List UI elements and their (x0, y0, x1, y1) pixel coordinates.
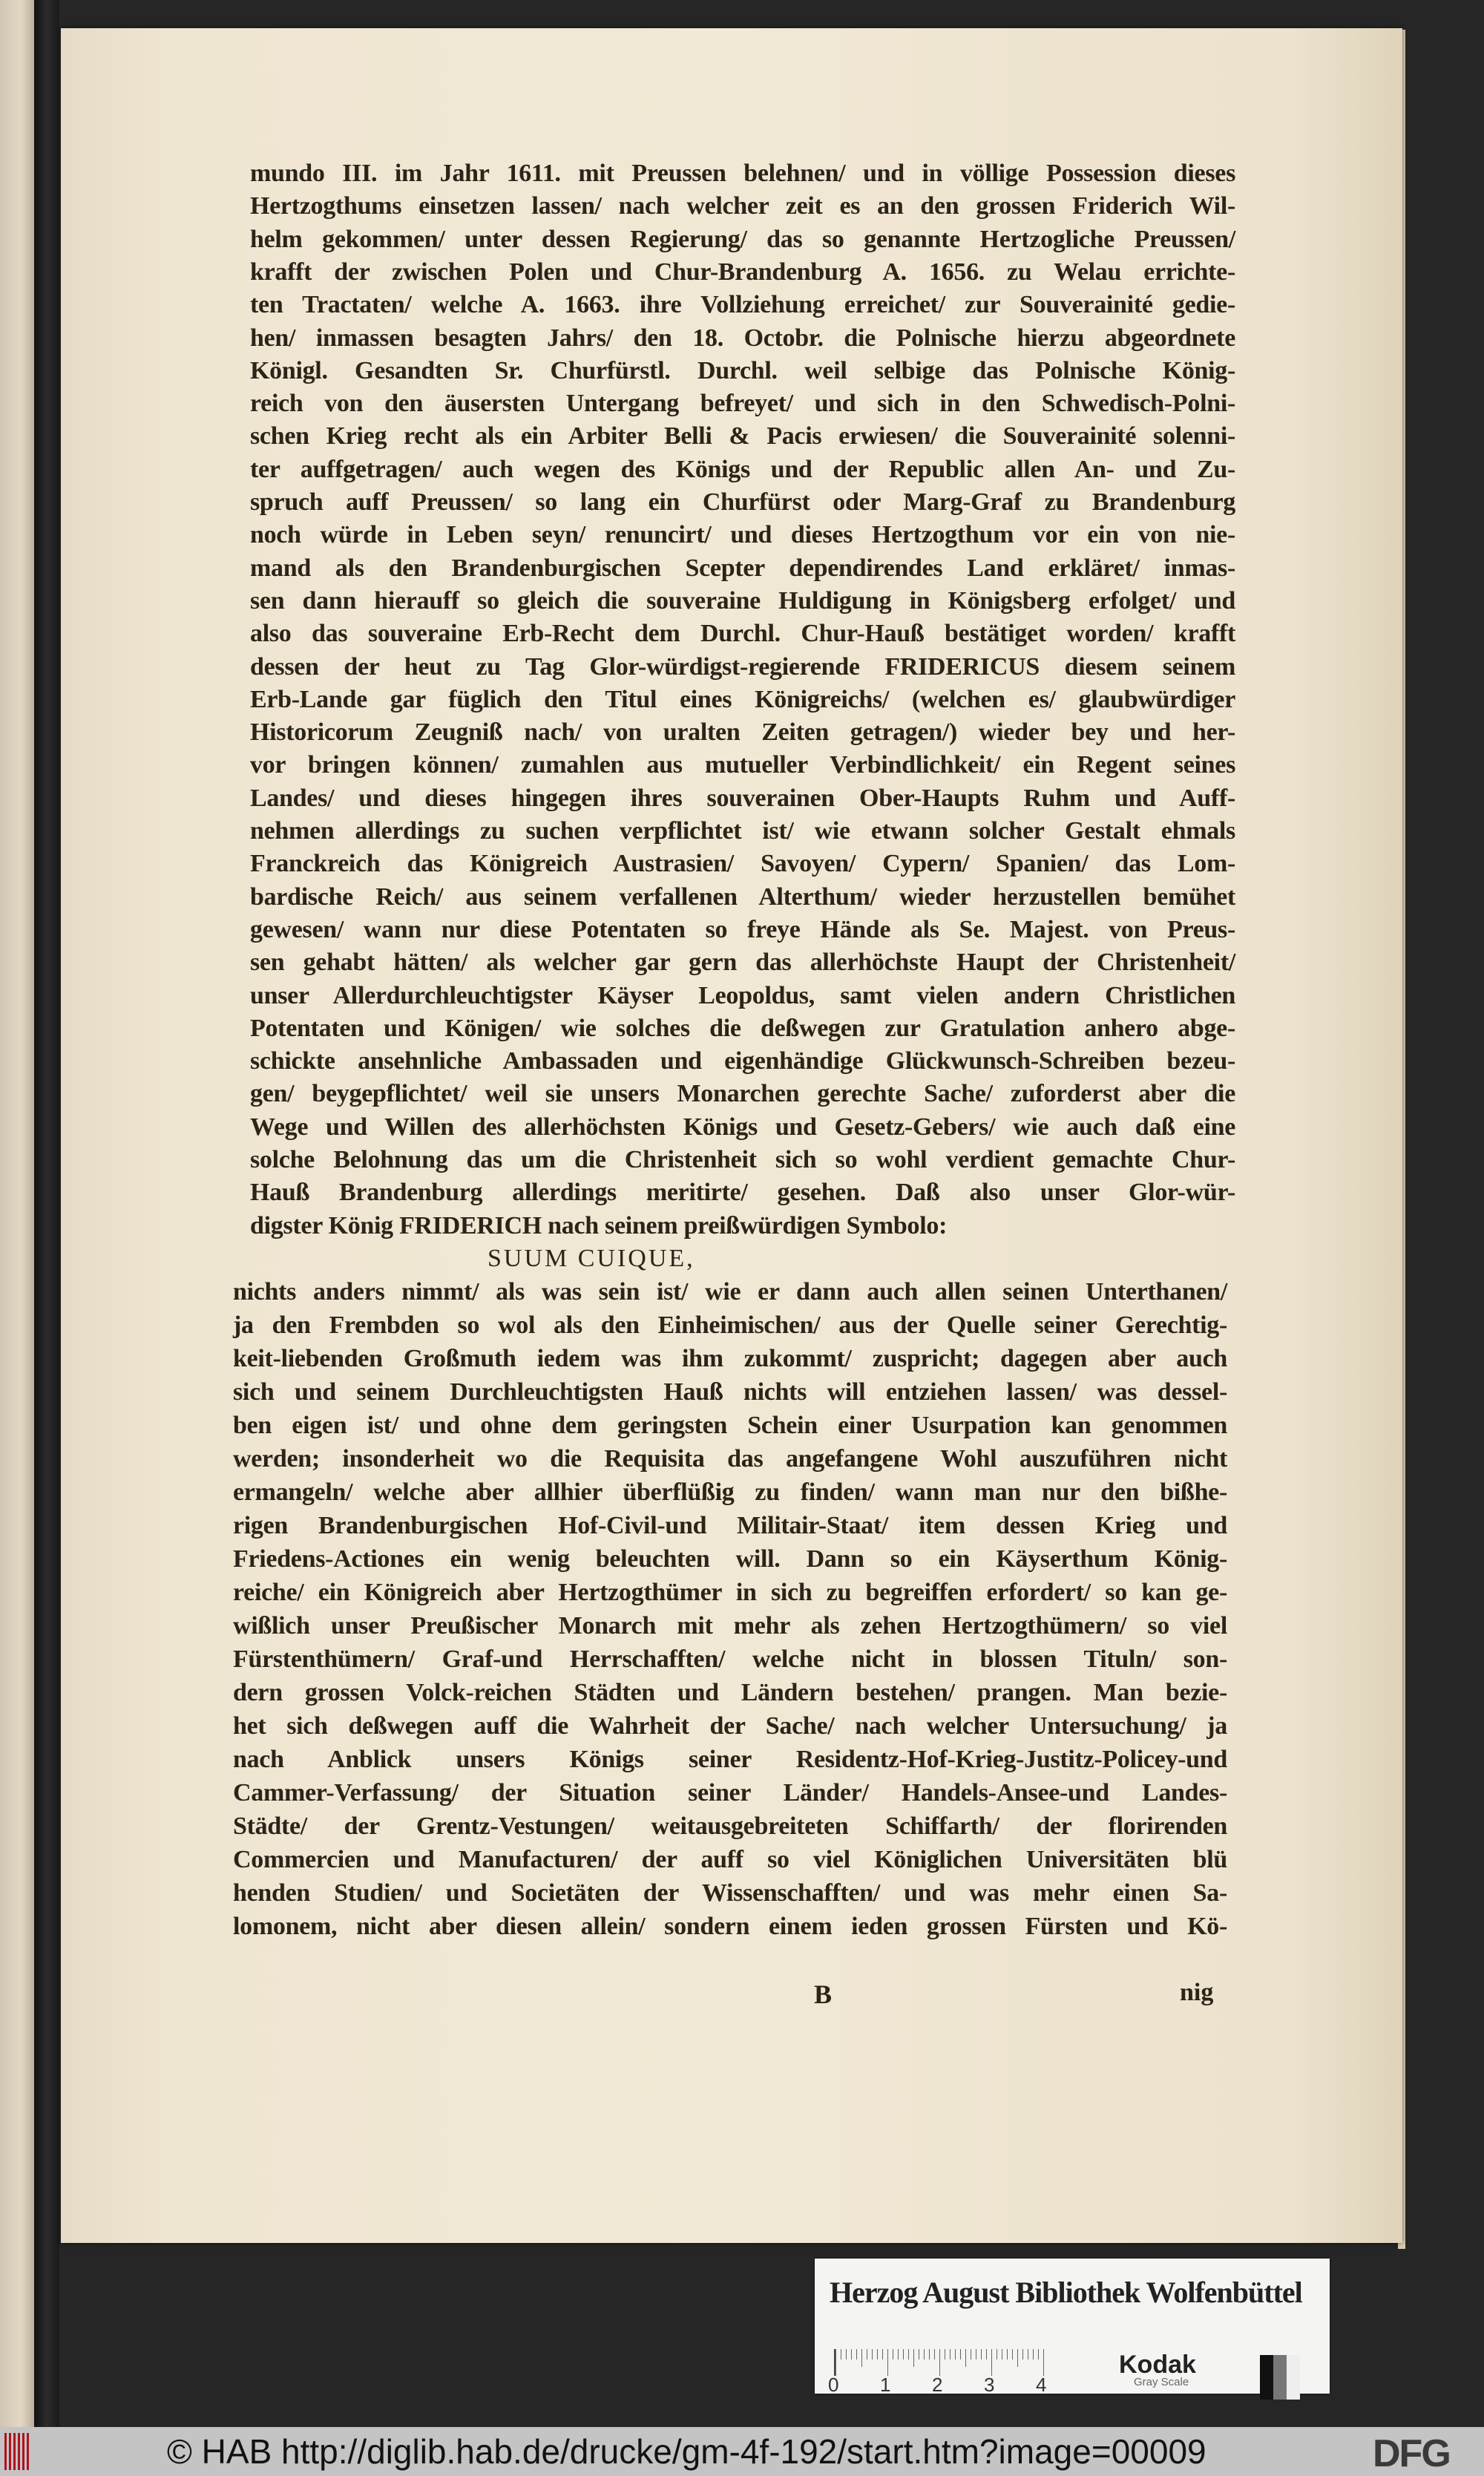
text-line: dessen der heut zu Tag Glor-würdigst-regierende FRIDERICUS diesem seinem (250, 652, 1235, 681)
text-line: nehmen allerdings zu suchen verpflichtet ist/ wie etwann solcher Gestalt ehmals (250, 817, 1235, 845)
text-line: Friedens-Actiones ein wenig beleuchten will. Dann so ein Käyserthum König- (233, 1545, 1227, 1573)
text-line: ben eigen ist/ und ohne dem geringsten Schein einer Usurpation kan genommen (233, 1411, 1227, 1439)
text-line: henden Studien/ und Societäten der Wissenschafften/ und was mehr einen Sa- (233, 1879, 1227, 1907)
text-line: het sich deßwegen auff die Wahrheit der Sache/ nach welcher Untersuchung/ ja (233, 1712, 1227, 1740)
ruler-tick (1007, 2349, 1008, 2359)
dfg-logo: DFG (1373, 2432, 1450, 2475)
text-line: hen/ inmassen besagten Jahrs/ den 18. Octobr. die Polnische hierzu abgeordnete (250, 324, 1235, 352)
book-spine (34, 0, 59, 2427)
ruler-tick (965, 2349, 966, 2367)
ruler-tick (1038, 2349, 1039, 2359)
ruler-number: 1 (880, 2374, 891, 2396)
ruler-number: 0 (828, 2374, 839, 2396)
ruler-number: 2 (932, 2374, 943, 2396)
ruler-tick (913, 2349, 914, 2367)
text-line: spruch auff Preussen/ so lang ein Churfürst oder Marg-Graf zu Brandenburg (250, 488, 1235, 516)
ruler-scale (834, 2349, 1043, 2376)
ruler-tick (908, 2349, 909, 2359)
ruler-tick (950, 2349, 951, 2359)
text-line: helm gekommen/ unter dessen Regierung/ das so genannte Hertzogliche Preussen/ (250, 225, 1235, 253)
text-line: unser Allerdurchleuchtigster Käyser Leopoldus, samt vielen andern Christlichen (250, 981, 1235, 1009)
signature-mark: B (814, 1979, 833, 2009)
text-line: dern grossen Volck-reichen Städten und Ländern bestehen/ prangen. Man bezie- (233, 1678, 1227, 1706)
kodak-logo: Kodak (1119, 2351, 1196, 2379)
ruler-tick (1033, 2349, 1034, 2359)
ruler-tick (929, 2349, 930, 2359)
ruler-tick (903, 2349, 904, 2359)
text-line: reich von den äusersten Untergang befreyet/ und sich in den Schwedisch-Polni- (250, 390, 1235, 418)
ruler-tick (882, 2349, 883, 2359)
text-line: Königl. Gesandten Sr. Churfürstl. Durchl. weil selbige das Polnische König- (250, 356, 1235, 384)
ruler-tick (856, 2349, 857, 2359)
ruler-tick (1017, 2349, 1018, 2367)
ruler-tick (877, 2349, 878, 2359)
ruler-tick (898, 2349, 899, 2359)
color-reference-card (815, 2259, 1330, 2394)
text-line: ja den Frembden so wol als den Einheimischen/ aus der Quelle seiner Gerechtig- (233, 1311, 1227, 1339)
ruler-tick (851, 2349, 852, 2359)
text-line: ermangeln/ welche aber allhier überflüßig zu finden/ wann man nur den bißhe- (233, 1478, 1227, 1506)
text-line: Historicorum Zeugniß nach/ von uralten Zeiten getragen/) wieder bey und her- (250, 718, 1235, 747)
footer-bar (0, 2427, 1484, 2476)
ruler-tick (872, 2349, 873, 2359)
card-title: Herzog August Bibliothek Wolfenbüttel (830, 2276, 1302, 2309)
footer-citation-link[interactable]: © HAB http://diglib.hab.de/drucke/gm-4f-192/start.htm?image=00009 (167, 2432, 1206, 2471)
text-line: rigen Brandenburgischen Hof-Civil-und Militair-Staat/ item dessen Krieg und (233, 1511, 1227, 1539)
text-line: noch würde in Leben seyn/ renuncirt/ und dieses Hertzogthum vor ein von nie- (250, 521, 1235, 549)
ruler-tick (1043, 2349, 1044, 2376)
text-line: Commercien und Manufacturen/ der auff so viel Königlichen Universitäten blü (233, 1845, 1227, 1873)
catchword: nig (1180, 1979, 1214, 2006)
text-line: ter auffgetragen/ auch wegen des Königs und der Republic allen An- und Zu- (250, 455, 1235, 483)
text-line: mand als den Brandenburgischen Scepter dependirendes Land erkläret/ inmas- (250, 554, 1235, 582)
text-line: Hauß Brandenburg allerdings meritirte/ gesehen. Daß also unser Glor-wür- (250, 1179, 1235, 1207)
gray-scale-label: Gray Scale (1134, 2376, 1189, 2388)
ruler-tick (887, 2349, 888, 2376)
text-line: sen gehabt hätten/ als welcher gar gern das allerhöchste Haupt der Christenheit/ (250, 949, 1235, 977)
text-line: Erb-Lande gar füglich den Titul eines Königreichs/ (welchen es/ glaubwürdiger (250, 685, 1235, 713)
text-line: Landes/ und dieses hingegen ihres souverainen Ober-Haupts Ruhm und Auff- (250, 784, 1235, 812)
text-line: Fürstenthümern/ Graf-und Herrschafften/ welche nicht in blossen Tituln/ son- (233, 1645, 1227, 1673)
text-line: Franckreich das Königreich Austrasien/ Savoyen/ Cypern/ Spanien/ das Lom- (250, 850, 1235, 878)
text-line: sen dann hierauff so gleich die souveraine Huldigung in Königsberg erfolget/ und (250, 586, 1235, 615)
text-line: also das souveraine Erb-Recht dem Durchl. Chur-Hauß bestätiget worden/ krafft (250, 620, 1235, 648)
text-line: nichts anders nimmt/ als was sein ist/ wie er dann auch allen seinen Unterthanen/ (233, 1277, 1227, 1306)
text-line: gewesen/ wann nur diese Potentaten so freye Hände als Se. Majest. von Preus- (250, 915, 1235, 943)
motto-line: SUUM CUIQUE, (487, 1244, 695, 1272)
ruler-tick (981, 2349, 982, 2359)
text-line: gen/ beygepflichtet/ weil sie unsers Monarchen gerechte Sache/ zuforderst aber die (250, 1080, 1235, 1108)
ruler-tick (861, 2349, 862, 2367)
text-line: digster König FRIDERICH nach seinem preißwürdigen Symbolo: (250, 1211, 948, 1239)
ruler-tick (835, 2349, 836, 2376)
scanned-page (61, 28, 1402, 2243)
gray-swatch-black (1260, 2355, 1273, 2400)
ruler-tick (846, 2349, 847, 2359)
text-line: wißlich unser Preußischer Monarch mit mehr als zehen Hertzogthümern/ so viel (233, 1611, 1227, 1640)
text-line: lomonem, nicht aber diesen allein/ sondern einem ieden grossen Fürsten und Kö- (233, 1912, 1227, 1940)
text-line: werden; insonderheit wo die Requisita das angefangene Wohl auszuführen nicht (233, 1444, 1227, 1473)
text-line: reiche/ ein Königreich aber Hertzogthümer in sich zu begreiffen erfordert/ so kan ge- (233, 1578, 1227, 1606)
adjacent-page-edge (0, 0, 34, 2427)
text-line: nach Anblick unsers Königs seiner Residentz-Hof-Krieg-Justitz-Policey-und (233, 1745, 1227, 1773)
ruler-tick (960, 2349, 961, 2359)
ruler-tick (1012, 2349, 1013, 2359)
text-line: mundo III. im Jahr 1611. mit Preussen belehnen/ und in völlige Possession dieses (250, 160, 1235, 187)
text-line: solche Belohnung das um die Christenheit sich so wohl verdient gemachte Chur- (250, 1146, 1235, 1173)
ruler-tick (939, 2349, 940, 2376)
text-line: Potentaten und Königen/ wie solches die deßwegen zur Gratulation anhero abge- (250, 1014, 1235, 1042)
ruler-tick (1022, 2349, 1023, 2359)
text-line: Städte/ der Grentz-Vestungen/ weitausgebreiteten Schiffarth/ der florirenden (233, 1812, 1227, 1840)
text-line: Hertzogthums einsetzen lassen/ nach welcher zeit es an den grossen Friderich Wil- (250, 192, 1235, 220)
text-line: keit-liebenden Großmuth iedem was ihm zukommt/ zuspricht; dagegen aber auch (233, 1344, 1227, 1372)
ruler-tick (986, 2349, 987, 2359)
text-line: schickte ansehnliche Ambassaden und eigenhändige Glückwunsch-Schreiben bezeu- (250, 1047, 1235, 1075)
text-line: schen Krieg recht als ein Arbiter Belli & Pacis erwiesen/ die Souverainité solenni- (250, 422, 1235, 451)
text-line: ten Tractaten/ welche A. 1663. ihre Vollziehung erreichet/ zur Souverainité gedie- (250, 291, 1235, 319)
ruler-tick (991, 2349, 992, 2376)
ruler-number: 4 (1036, 2374, 1047, 2396)
text-line: Wege und Willen des allerhöchsten Königs und Gesetz-Gebers/ wie auch daß eine (250, 1113, 1235, 1141)
ruler-number: 3 (984, 2374, 995, 2396)
gray-swatch-white (1287, 2355, 1300, 2400)
text-line: bardische Reich/ aus seinem verfallenen Alterthum/ wieder herzustellen bemühet (250, 882, 1235, 911)
ruler-tick (934, 2349, 935, 2359)
ruler-tick (924, 2349, 925, 2359)
text-line: vor bringen können/ zumahlen aus mutueller Verbindlichkeit/ ein Regent seines (250, 751, 1235, 779)
ruler-tick (955, 2349, 956, 2359)
hab-logo-icon (4, 2433, 31, 2470)
gray-swatch-mid (1273, 2355, 1287, 2400)
text-line: sich und seinem Durchleuchtigsten Hauß nichts will entziehen lassen/ was dessel- (233, 1378, 1227, 1406)
text-line: Cammer-Verfassung/ der Situation seiner Länder/ Handels-Ansee-und Landes- (233, 1778, 1227, 1807)
text-line: krafft der zwischen Polen und Chur-Brandenburg A. 1656. zu Welau errichte- (250, 258, 1235, 286)
